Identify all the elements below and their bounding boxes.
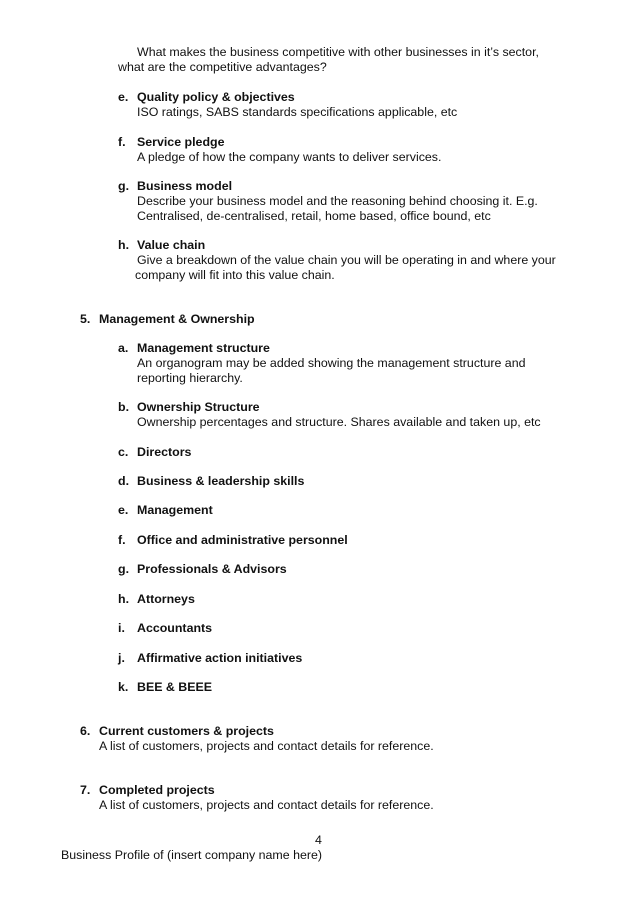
list-item-accountants (118, 621, 213, 636)
section-title: Completed projects (99, 783, 215, 797)
item-title: Attorneys (137, 592, 195, 606)
item-description: An organogram may be added showing the management structure and (137, 356, 526, 370)
list-marker: d. (118, 474, 130, 488)
list-marker: g. (118, 562, 130, 576)
section-heading-management-ownership (80, 312, 255, 327)
list-marker: b. (118, 400, 130, 414)
list-marker: h. (118, 238, 130, 252)
list-item-bee-beee (118, 680, 213, 695)
list-item-attorneys (118, 592, 195, 607)
list-marker: a. (118, 341, 129, 355)
section-number: 6. (80, 724, 91, 738)
item-title: Directors (137, 445, 192, 459)
item-description: Describe your business model and the reasoning behind choosing it. E.g. (137, 194, 538, 208)
footer-text: Business Profile of (insert company name here) (61, 848, 323, 862)
item-title: Professionals & Advisors (137, 562, 287, 576)
section-current-customers (80, 724, 434, 753)
item-title: Business model (137, 179, 233, 193)
section-number: 5. (80, 312, 91, 326)
list-marker: e. (118, 90, 129, 104)
item-title: Value chain (137, 238, 206, 252)
item-description: reporting hierarchy. (137, 371, 243, 385)
item-title: Accountants (137, 621, 213, 635)
list-marker: h. (118, 592, 130, 606)
section-description: A list of customers, projects and contact details for reference. (99, 739, 434, 753)
section-title: Current customers & projects (99, 724, 274, 738)
item-description: A pledge of how the company wants to deliver services. (137, 150, 442, 164)
list-marker: f. (118, 533, 126, 547)
list-marker: g. (118, 179, 130, 193)
section-description: A list of customers, projects and contact details for reference. (99, 798, 434, 812)
page-number: 4 (315, 833, 322, 847)
list-marker: e. (118, 503, 129, 517)
list-marker: k. (118, 680, 129, 694)
item-description: ISO ratings, SABS standards specifications applicable, etc (137, 105, 458, 119)
list-item-business-leadership-skills (118, 474, 305, 489)
item-title: BEE & BEEE (137, 680, 213, 694)
list-item-affirmative-action (118, 651, 303, 666)
item-title: Ownership Structure (137, 400, 260, 414)
list-marker: i. (118, 621, 125, 635)
item-description: company will fit into this value chain. (135, 268, 335, 282)
intro-line-2: what are the competitive advantages? (118, 60, 327, 74)
item-title: Business & leadership skills (137, 474, 305, 488)
item-title: Service pledge (137, 135, 225, 149)
item-title: Quality policy & objectives (137, 90, 295, 104)
item-title: Affirmative action initiatives (137, 651, 303, 665)
section-title: Management & Ownership (99, 312, 255, 326)
item-title: Office and administrative personnel (137, 533, 348, 547)
list-item-professionals-advisors (118, 562, 287, 577)
item-description: Ownership percentages and structure. Shares available and taken up, etc (137, 415, 541, 429)
list-marker: f. (118, 135, 126, 149)
list-item-directors (118, 445, 192, 460)
item-description: Centralised, de-centralised, retail, home based, office bound, etc (137, 209, 491, 223)
section-completed-projects (80, 783, 434, 812)
list-item-management (118, 503, 213, 518)
item-title: Management structure (137, 341, 270, 355)
intro-line-1: What makes the business competitive with other businesses in it’s sector, (137, 45, 539, 59)
list-item-office-admin-personnel (118, 533, 348, 548)
item-title: Management (137, 503, 213, 517)
list-marker: j. (118, 651, 125, 665)
item-description: Give a breakdown of the value chain you will be operating in and where your (137, 253, 556, 267)
list-marker: c. (118, 445, 129, 459)
section-number: 7. (80, 783, 91, 797)
